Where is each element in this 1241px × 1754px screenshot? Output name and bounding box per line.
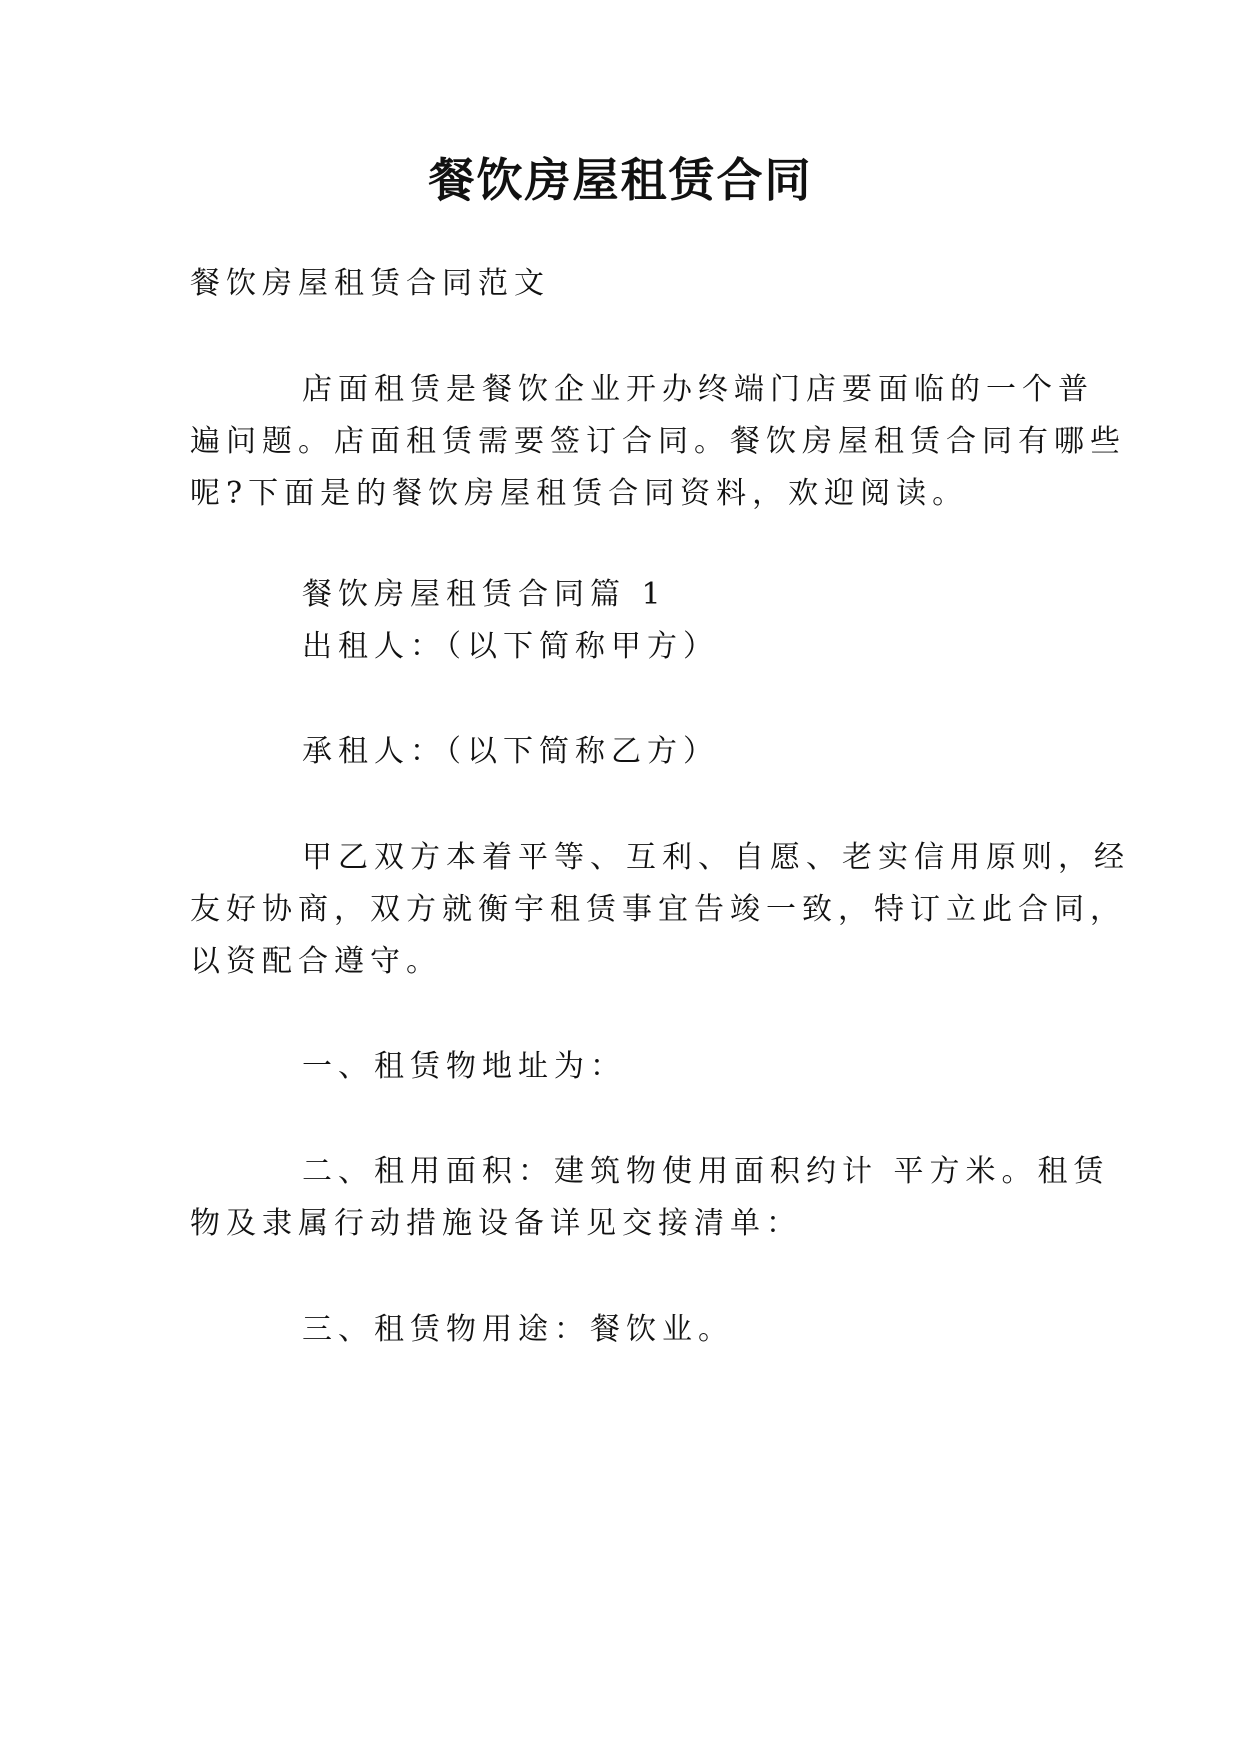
clause-1: 一、租赁物地址为：	[302, 1049, 626, 1084]
intro-line-1: 店面租赁是餐饮企业开办终端门店要面临的一个普	[302, 372, 1094, 407]
intro-line-2: 遍问题。店面租赁需要签订合同。餐饮房屋租赁合同有哪些	[190, 424, 1126, 459]
document-subtitle: 餐饮房屋租赁合同范文	[190, 266, 550, 301]
intro-line-3: 呢?下面是的餐饮房屋租赁合同资料，欢迎阅读。	[190, 476, 969, 511]
lessor-line: 出租人：（以下简称甲方）	[302, 629, 719, 664]
clause-3: 三、租赁物用途：餐饮业。	[302, 1312, 734, 1347]
clause-2-line-1: 二、租用面积：建筑物使用面积约计 平方米。租赁	[302, 1154, 1110, 1189]
lessee-line: 承租人：（以下简称乙方）	[302, 734, 719, 769]
agreement-line-1: 甲乙双方本着平等、互利、自愿、老实信用原则，经	[302, 840, 1130, 875]
clause-2-line-2: 物及隶属行动措施设备详见交接清单：	[190, 1206, 802, 1241]
agreement-line-2: 友好协商，双方就衡宇租赁事宜告竣一致，特订立此合同，	[190, 892, 1126, 927]
section-heading: 餐饮房屋租赁合同篇 1	[302, 577, 667, 612]
agreement-line-3: 以资配合遵守。	[190, 944, 442, 979]
document-title: 餐饮房屋租赁合同	[428, 153, 813, 207]
